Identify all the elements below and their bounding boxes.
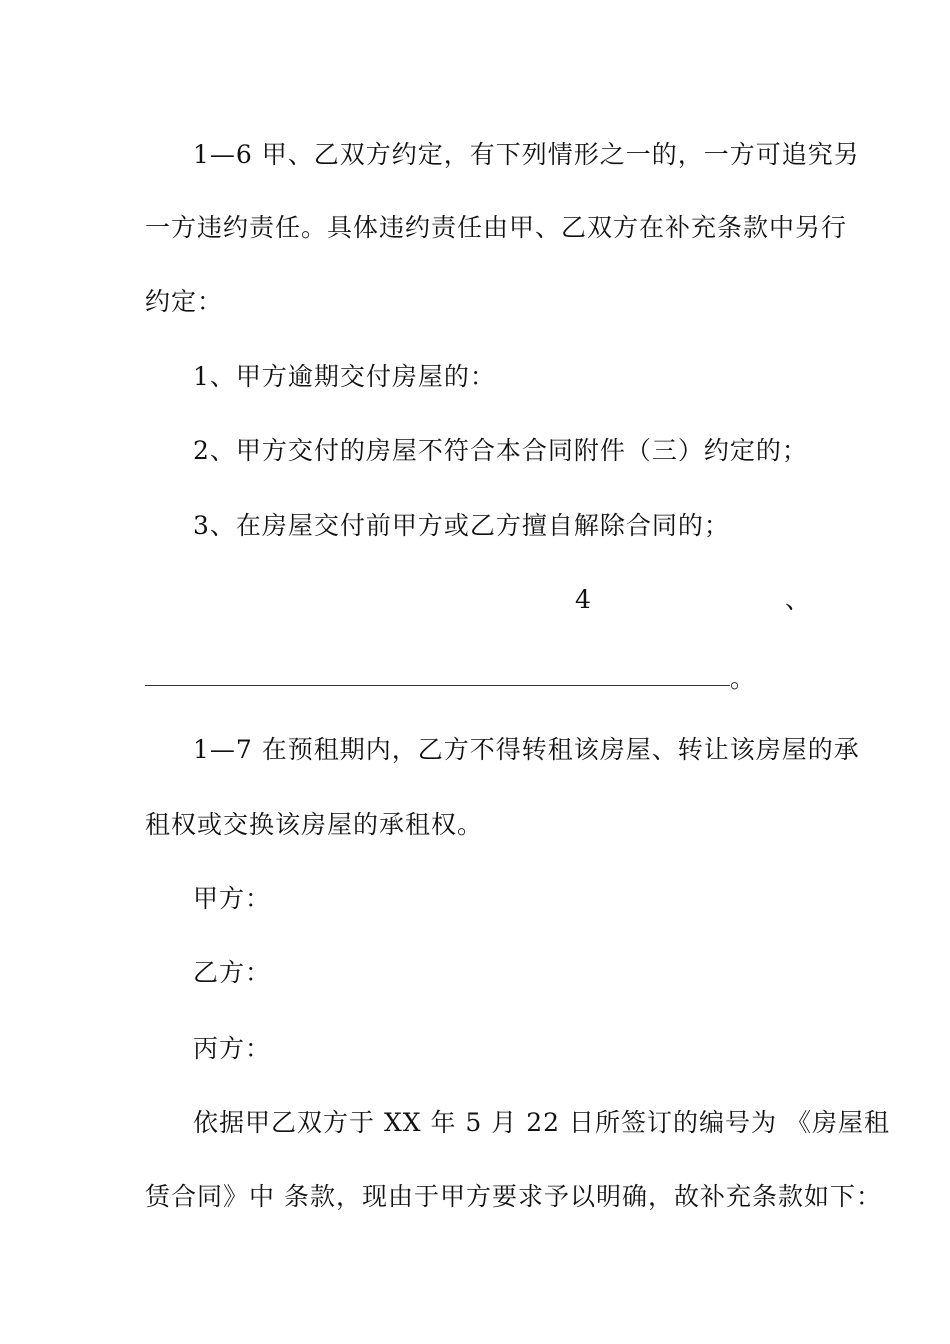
clause-1-6-line-2: 一方违约责任。具体违约责任由甲、乙双方在补充条款中另行 — [145, 213, 848, 242]
item-4-end-mark: 。 — [730, 664, 756, 693]
item-3: 3、在房屋交付前甲方或乙方擅自解除合同的； — [193, 511, 730, 540]
clause-1-6-line-3: 约定： — [145, 287, 224, 316]
party-b-label: 乙方： — [193, 958, 272, 987]
clause-1-7-line-2: 租权或交换该房屋的承租权。 — [145, 810, 484, 839]
supplement-line-2: 赁合同》中 条款，现由于甲方要求予以明确，故补充条款如下： — [145, 1182, 882, 1211]
item-4-blank-line — [145, 685, 730, 686]
supplement-line-1: 依据甲乙双方于 XX 年 5 月 22 日所签订的编号为 《房屋租 — [193, 1108, 890, 1137]
party-c-label: 丙方： — [193, 1034, 272, 1063]
item-2: 2、甲方交付的房屋不符合本合同附件（三）约定的； — [193, 436, 808, 465]
clause-1-7-line-1: 1—7 在预租期内，乙方不得转租该房屋、转让该房屋的承 — [193, 735, 860, 764]
party-a-label: 甲方： — [193, 884, 272, 913]
clause-1-6-line-1: 1—6 甲、乙双方约定，有下列情形之一的，一方可追究另 — [193, 140, 860, 169]
item-4-separator: 、 — [785, 585, 811, 614]
item-4-number: 4 — [575, 585, 591, 614]
item-1: 1、甲方逾期交付房屋的： — [193, 362, 496, 391]
